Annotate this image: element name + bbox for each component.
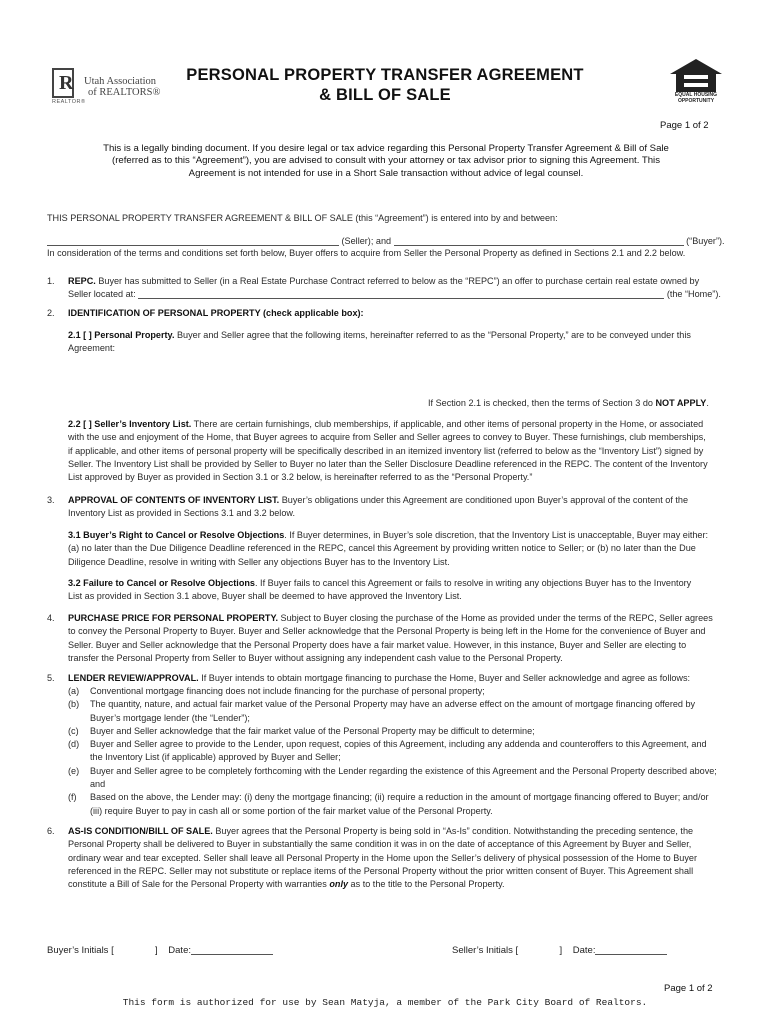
list-item: (d) Buyer and Seller agree to provide to the Lender, upon request, copies of this Agreement, including any addenda and counteroffers to this Agreement, and the Inventory List (if applicable) approved by Buyer and Seller;: [68, 739, 707, 763]
section-2-number: 2.: [47, 308, 55, 318]
seller-initials-label: Seller’s Initials [: [452, 945, 519, 956]
buyer-initials-label: Buyer’s Initials [: [47, 945, 114, 956]
section-3-2: 3.2 Failure to Cancel or Resolve Objections. If Buyer fails to cancel this Agreement or fails to resolve in writing any objections Buyer has to the Inventory List as provided in Section 3.1 above, Buyer shall be deemed to have approved the Inventory List.: [68, 578, 692, 602]
list-item: (a) Conventional mortgage financing does not include financing for the purchase of personal property;: [68, 686, 485, 696]
list-item: (f) Based on the above, the Lender may: (i) deny the mortgage financing; (ii) require a reduction in the amount of mortgage financing offered to Buyer; and/or (iii) require Buyer to pay in cash all or some portion of the fair market value of the Personal Property.: [68, 792, 709, 816]
intro-consideration: In consideration of the terms and conditions set forth below, Buyer offers to acquire from Seller the Personal Property as defined in Sections 2.1 and 2.2 below.: [47, 248, 686, 258]
section-2-1: 2.1 [ ] Personal Property. Buyer and Seller agree that the following items, hereinafter referred to as the “Personal Property,” are to be conveyed under this Agreement:: [68, 330, 691, 354]
section-1-text: REPC. Buyer has submitted to Seller (in a Real Estate Purchase Contract referred to below as the “REPC”) an offer to purchase certain real estate owned by Seller located at: (the “Home”).: [68, 276, 721, 300]
section-6-text: AS-IS CONDITION/BILL OF SALE. Buyer agrees that the Personal Property is being sold in “As-Is” condition. Notwithstanding the preceding sentence, the Personal Property shall be delivered to Buyer in substantially the same condition it was in on the date of acceptance of this Agreement by Buyer and Seller, ordinary wear and tear excepted. Seller shall leave all Personal Property in the Home upon the Seller’s delivery of physical possession of the Home to Buyer referenced in the REPC. Seller may not substitute or replace items of the Personal Property without the prior written consent of Buyer. This Agreement shall constitute a Bill of Sale for the Personal Property with warranties only as to the title to the Personal Property.: [68, 826, 697, 890]
org-name-line1: Utah Association: [84, 76, 157, 87]
realtor-logo-letter: R: [59, 72, 74, 94]
section-5-text: LENDER REVIEW/APPROVAL. If Buyer intends to obtain mortgage financing to purchase the Home, Buyer and Seller acknowledge and agree as follows:: [68, 673, 691, 683]
section-1-number: 1.: [47, 276, 55, 286]
section-3-number: 3.: [47, 495, 55, 505]
section-4-text: PURCHASE PRICE FOR PERSONAL PROPERTY. Subject to Buyer closing the purchase of the Home as provided under the terms of the REPC, Seller agrees to convey the Personal Property to Buyer. Buyer and Seller acknowledge that the Personal Property is being left in the Home for the convenience of Buyer and Seller. Buyer and Seller acknowledge that the Personal Property does have a fair market value. However, in this instance, Buyer and Seller are electing to transfer the Personal Property from Seller to Buyer without assigning any independent cash value to the Personal Property.: [68, 613, 713, 663]
authorization-footer: This form is authorized for use by Sean Matyja, a member of the Park City Board of Realtors.: [122, 997, 648, 1008]
section-4-number: 4.: [47, 613, 55, 623]
section-3-1: 3.1 Buyer’s Right to Cancel or Resolve Objections. If Buyer determines, in Buyer’s sole discretion, that the Inventory List is unacceptable, Buyer may either: (a) no later than the Due Diligence Deadline referenced in the REPC, cancel this Agreement by providing written notice to Seller; or (b) no later than the Due Diligence Deadline, resolve in writing with Seller any objections Buyer has to the Inventory List.: [68, 530, 709, 567]
page-number-top: Page 1 of 2: [660, 120, 709, 131]
legal-notice: This is a legally binding document. If you desire legal or tax advice regarding this Personal Property Transfer Agreement & Bill of Sale (referred as to this “Agreement”), you are advised to consult with your attorney or tax advisor prior to signing this Agreement. This Agreement is not intended for use in a Short Sale transaction without advice of legal counsel.: [103, 143, 669, 179]
seller-name-field[interactable]: [47, 245, 339, 246]
equal-housing-icon: [668, 58, 724, 94]
seller-date-label: Date:: [572, 945, 596, 956]
document-title-line1: PERSONAL PROPERTY TRANSFER AGREEMENT: [186, 66, 584, 84]
equal-housing-text: EQUAL HOUSING OPPORTUNITY: [674, 92, 718, 104]
buyer-initials-row: Buyer’s Initials [ ] Date:: [47, 945, 273, 956]
buyer-date-label: Date:: [168, 945, 191, 956]
home-address-field[interactable]: [138, 298, 664, 299]
section-3-text: APPROVAL OF CONTENTS OF INVENTORY LIST. Buyer’s obligations under this Agreement are conditioned upon Buyer’s approval of the content of the Inventory List as provided in Sections 3.1 and 3.2 below.: [68, 495, 689, 519]
buyer-name-field[interactable]: [394, 245, 684, 246]
seller-date-field[interactable]: [595, 954, 667, 955]
section-6-number: 6.: [47, 826, 55, 836]
realtor-mark: REALTOR®: [52, 99, 86, 105]
buyer-date-field[interactable]: [191, 954, 273, 955]
intro-line1: THIS PERSONAL PROPERTY TRANSFER AGREEMENT & BILL OF SALE (this “Agreement”) is entered into by and between:: [47, 213, 558, 223]
parties-line: (Seller); and (“Buyer”).: [47, 235, 727, 248]
section-2-2: 2.2 [ ] Seller’s Inventory List. There are certain furnishings, club memberships, if applicable, and other items of personal property in the Home, or associated with the use and enjoyment of the Home, that Buyer agrees to acquire from Seller and Seller agrees to convey to Buyer. These furnishings, club memberships, if applicable, and other items of personal property will be specifically described in an itemized inventory list (referred to below as the “Inventory List”) signed by Seller. The Inventory List shall be provided by Seller to Buyer no later than the Seller Disclosure Deadline referenced in the REPC. The content of the Inventory List approved by Buyer as provided in Section 3.1 or 3.2 below, is hereinafter referred to as the “Personal Property.”: [68, 419, 708, 483]
page-number-bottom: Page 1 of 2: [664, 983, 713, 994]
section-5-number: 5.: [47, 673, 55, 683]
list-item: (c) Buyer and Seller acknowledge that the fair market value of the Personal Property may be difficult to determine;: [68, 725, 535, 736]
org-name-line2: of REALTORS®: [88, 87, 161, 98]
section-5-items: [68, 685, 738, 818]
section-2-heading: IDENTIFICATION OF PERSONAL PROPERTY (check applicable box):: [68, 308, 364, 318]
seller-initials-row: Seller’s Initials [ ] Date:: [452, 945, 667, 956]
list-item: (e) Buyer and Seller agree to be completely forthcoming with the Lender regarding the existence of this Agreement and the Personal Property described above; and: [68, 765, 717, 790]
section-2-1-note: If Section 2.1 is checked, then the terms of Section 3 do NOT APPLY.: [428, 398, 709, 408]
document-title-line2: & BILL OF SALE: [319, 86, 451, 104]
list-item: (b) The quantity, nature, and actual fair market value of the Personal Property may have an adverse effect on the amount of mortgage financing offered by Buyer’s mortgage lender (the “Lender”);: [68, 699, 696, 723]
